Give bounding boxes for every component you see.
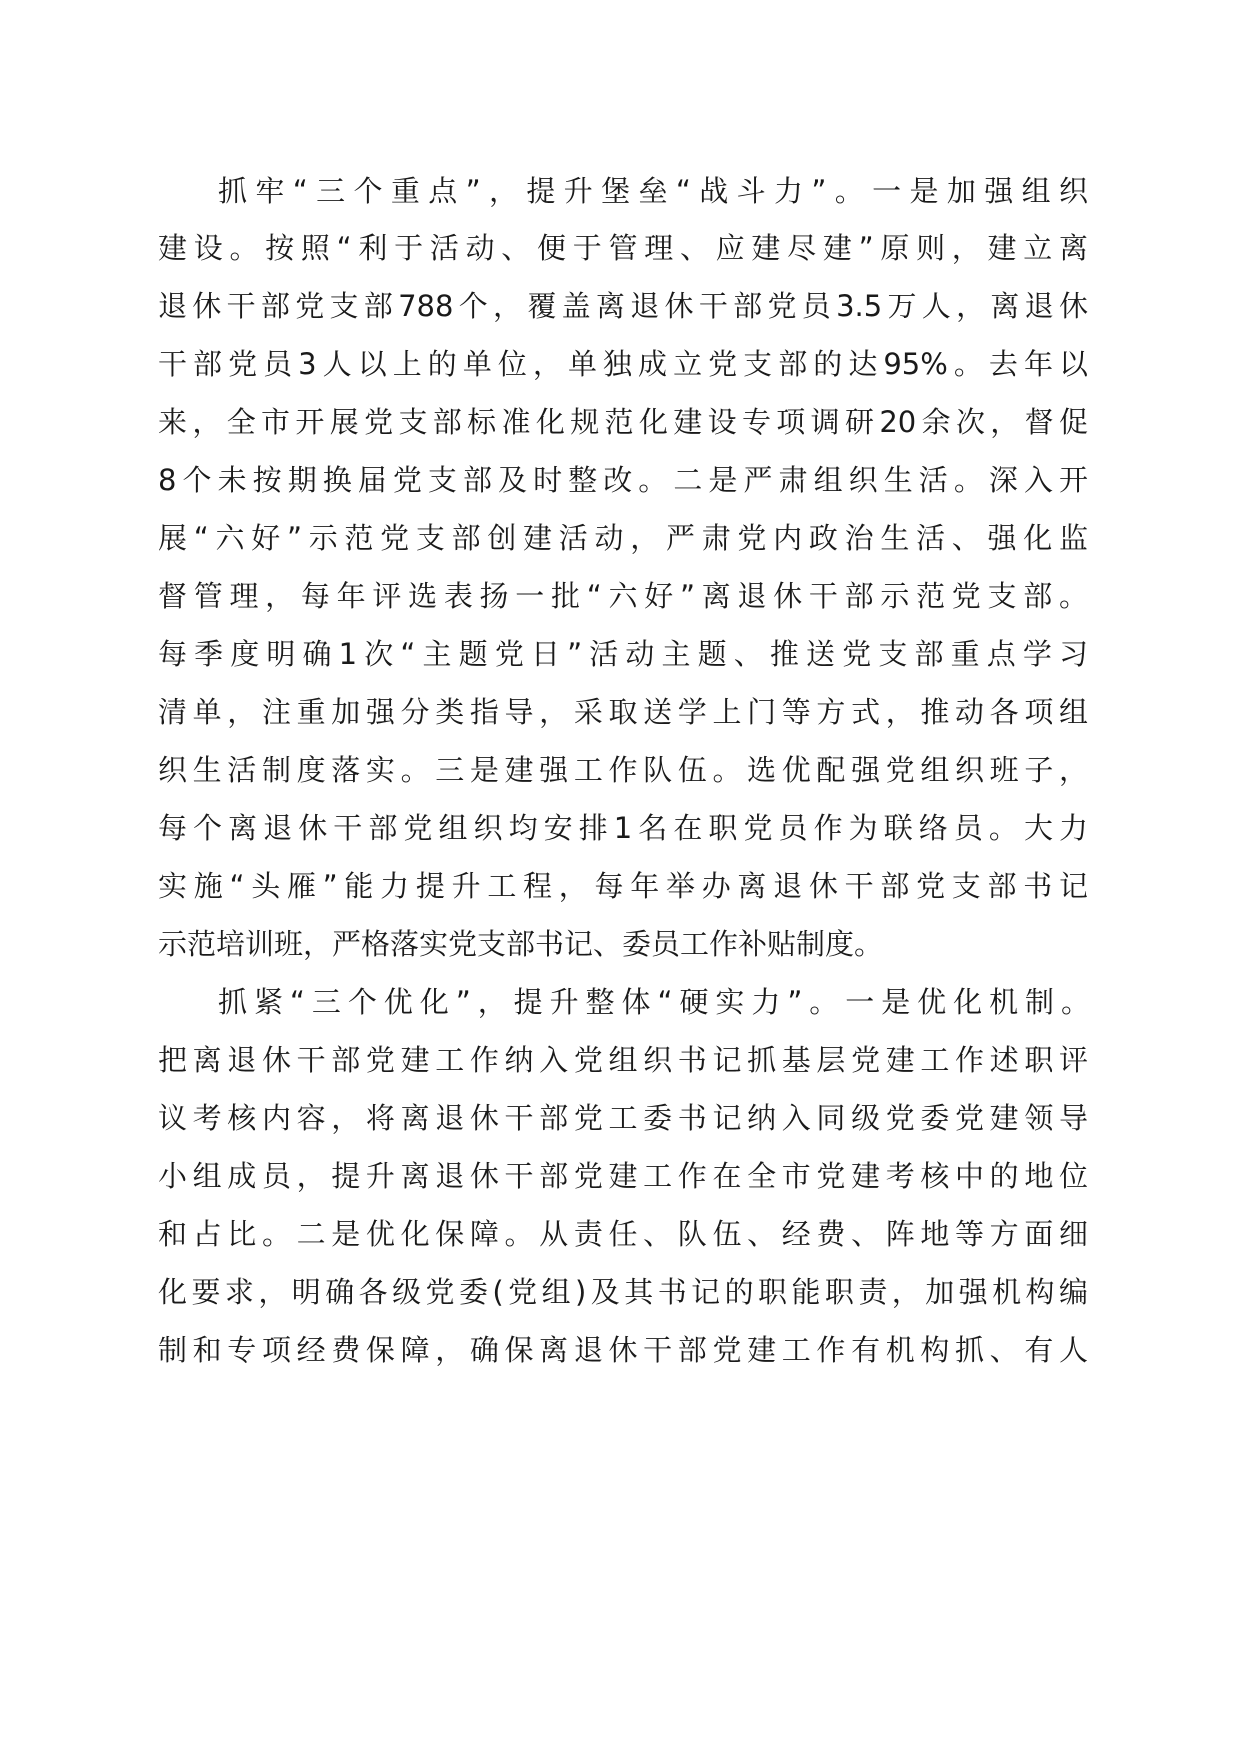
paragraph-1-line-3: 退休干部党支部788个，覆盖离退休干部党员3.5万人，离退休 [158,289,1088,323]
paragraph-1-line-1: 抓牢“三个重点”，提升堡垒“战斗力”。一是加强组织 [218,174,1088,208]
paragraph-2-line-1: 抓紧“三个优化”，提升整体“硬实力”。一是优化机制。 [218,985,1090,1019]
paragraph-2-line-4: 小组成员，提升离退休干部党建工作在全市党建考核中的地位 [158,1159,1088,1193]
paragraph-1-line-12: 每个离退休干部党组织均安排1名在职党员作为联络员。大力 [158,811,1088,845]
paragraph-2-line-3: 议考核内容，将离退休干部党工委书记纳入同级党委党建领导 [158,1101,1088,1135]
paragraph-2-line-6: 化要求，明确各级党委(党组)及其书记的职能职责，加强机构编 [158,1275,1088,1309]
paragraph-1-line-14: 示范培训班，严格落实党支部书记、委员工作补贴制度。 [158,927,884,961]
paragraph-1-line-10: 清单，注重加强分类指导，采取送学上门等方式，推动各项组 [158,695,1088,729]
paragraph-1-line-7: 展“六好”示范党支部创建活动，严肃党内政治生活、强化监 [158,521,1088,555]
paragraph-2-line-7: 制和专项经费保障，确保离退休干部党建工作有机构抓、有人 [158,1333,1088,1367]
paragraph-2-line-5: 和占比。二是优化保障。从责任、队伍、经费、阵地等方面细 [158,1217,1088,1251]
paragraph-1-line-11: 织生活制度落实。三是建强工作队伍。选优配强党组织班子， [158,753,1088,787]
paragraph-1-line-5: 来，全市开展党支部标准化规范化建设专项调研20余次，督促 [158,405,1088,439]
paragraph-1-line-2: 建设。按照“利于活动、便于管理、应建尽建”原则，建立离 [158,231,1088,265]
paragraph-1-line-6: 8个未按期换届党支部及时整改。二是严肃组织生活。深入开 [158,463,1088,497]
paragraph-2-line-2: 把离退休干部党建工作纳入党组织书记抓基层党建工作述职评 [158,1043,1088,1077]
paragraph-1-line-8: 督管理，每年评选表扬一批“六好”离退休干部示范党支部。 [158,579,1088,613]
paragraph-1-line-4: 干部党员3人以上的单位，单独成立党支部的达95%。去年以 [158,347,1088,381]
paragraph-1-line-9: 每季度明确1次“主题党日”活动主题、推送党支部重点学习 [158,637,1088,671]
paragraph-1-line-13: 实施“头雁”能力提升工程，每年举办离退休干部党支部书记 [158,869,1088,903]
